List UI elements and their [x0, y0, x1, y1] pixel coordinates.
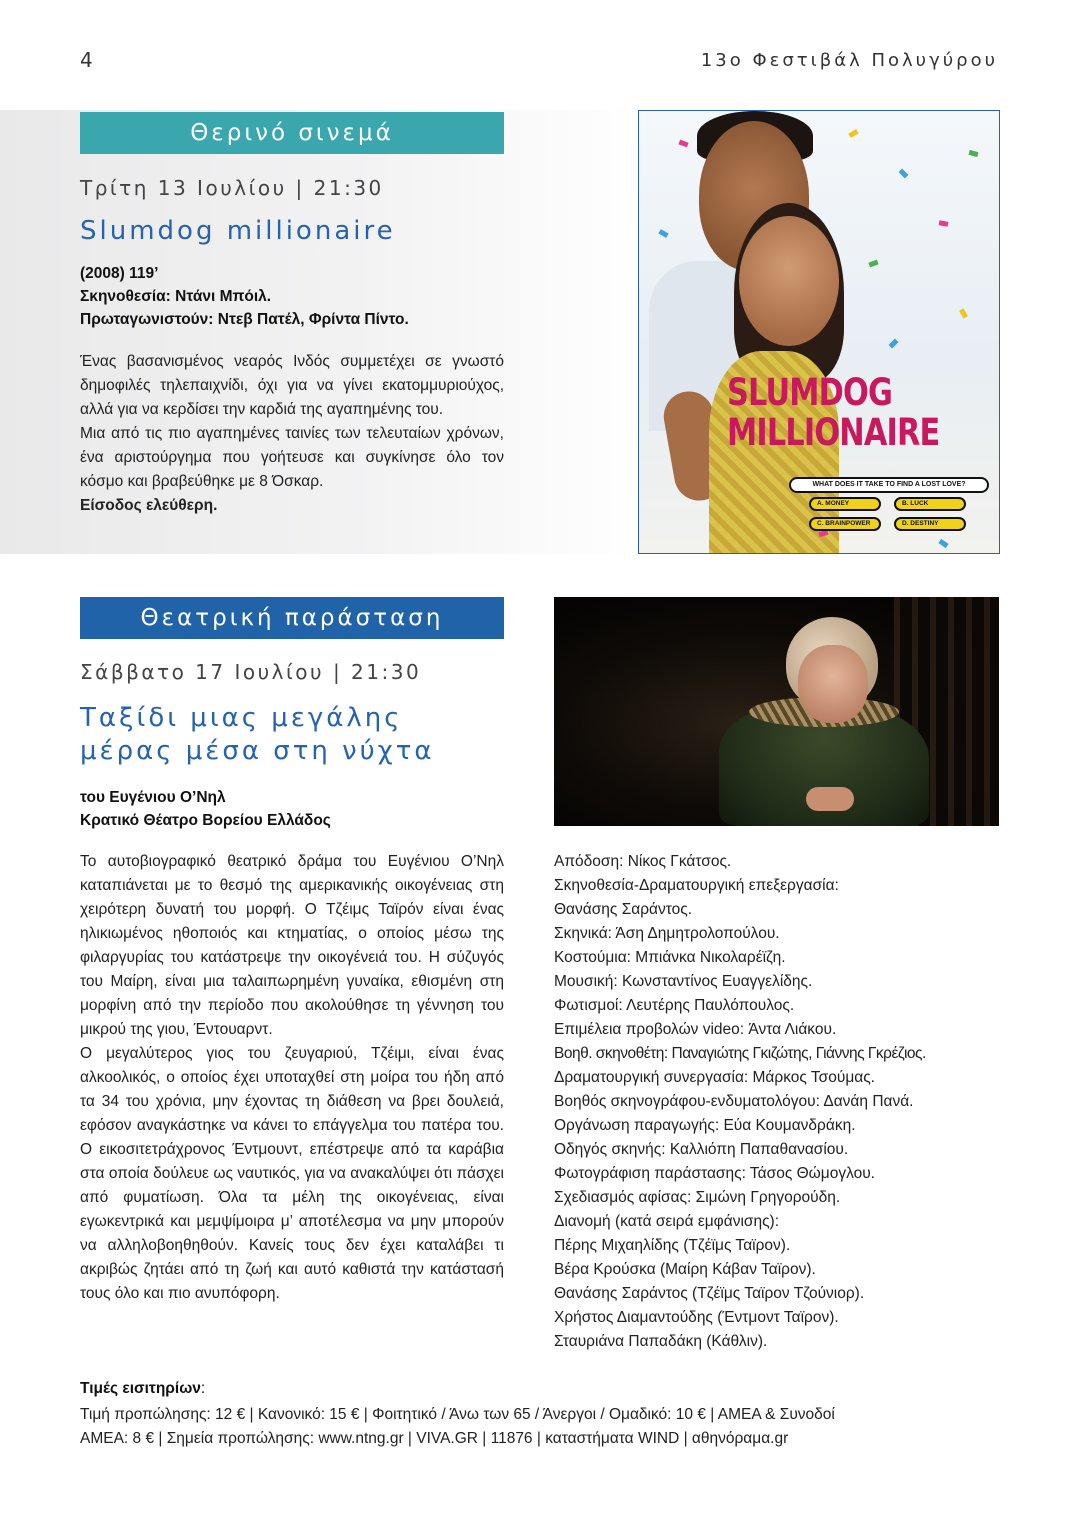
- confetti: [899, 169, 909, 179]
- title-line: Ταξίδι μιας μεγάλης: [80, 703, 403, 733]
- tickets-heading-colon: :: [200, 1380, 206, 1397]
- poster-answer: C. BRAINPOWER: [809, 517, 881, 531]
- staff-line: Θανάσης Σαράντος.: [554, 901, 693, 918]
- poster-title-line: MILLIONAIRE: [727, 411, 940, 454]
- staff-line: Σταυριάνα Παπαδάκη (Κάθλιν).: [554, 1333, 768, 1350]
- paragraph: Ένας βασανισμένος νεαρός Ινδός συμμετέχει σε γνωστό δημοφιλές τηλεπαιχνίδι, όχι για να γίνει εκατομμυριούχος, αλλά για να κερδίσει την καρδιά της αγαπημένης του.: [80, 353, 504, 418]
- credit-line: Πρωταγωνιστούν: Ντεβ Πατέλ, Φρίντα Πίντο.: [80, 311, 409, 328]
- poster-question: WHAT DOES IT TAKE TO FIND A LOST LOVE?: [789, 477, 989, 493]
- staff-line: Φωτογράφιση παράστασης: Τάσος Θώμογλου.: [554, 1165, 875, 1182]
- staff-line: Δραματουργική συνεργασία: Μάρκος Τσούμας.: [554, 1069, 875, 1086]
- staff-line: Θανάσης Σαράντος (Τζέϊμς Ταϊρον Τζούνιορ).: [554, 1285, 865, 1302]
- paragraph: Μια από τις πιο αγαπημένες ταινίες των τελευταίων χρόνων, ένα αριστούργημα που γοήτευσε και συγκίνησε όλο τον κόσμο και βραβεύθηκε με 8 Όσκαρ.: [80, 425, 504, 490]
- staff-line: Χρήστος Διαμαντούδης (Έντμοντ Ταϊρον).: [554, 1309, 839, 1326]
- paragraph: Ο μεγαλύτερος γιος του ζευγαριού, Τζέιμι, είναι ένας αλκοολικός, ο οποίος έχει υποταχθεί στη μοίρα του ήδη από τα 34 του χρόνια, μην έχοντας τη διάθεση να βρει δουλειά, εφόσον αναγκάστηκε να κάνει το επάγγελμα του πατέρα του. Ο εικοσιτετράχρονος Έντμουντ, επέστρεψε από τα καράβια στα οποία δούλευε ως ναυτικός, για να ανακαλύψει ότι πάσχει από φυματίωση. Όλα τα μέλη της οικογένειας, είναι εγωκεντρικά και μεμψίμοιρα μ’ αποτέλεσμα να μην μπορούν να αλληλοβοηθηθούν. Κανείς τους δεν έχει καταλάβει τι ακριβώς ζητάει από τη ζωή και αυτό καθιστά την κατάστασή τους όλο και πιο ανυπόφορη.: [80, 1045, 504, 1302]
- entry-note: Είσοδος ελεύθερη.: [80, 497, 218, 514]
- cinema-description: [80, 350, 504, 518]
- publication-title: 13ο Φεστιβάλ Πολυγύρου: [700, 50, 998, 71]
- staff-line: Μουσική: Κωνσταντίνος Ευαγγελίδης.: [554, 973, 813, 990]
- credit-line: (2008) 119’: [80, 265, 159, 282]
- confetti: [848, 129, 858, 138]
- paragraph: Το αυτοβιογραφικό θεατρικό δράμα του Ευγένιου Ο’Νηλ καταπιάνεται με το θεσμό της αμερικανικής οικογένειας στη χειρότερη δυνατή του μορφή. Ο Τζέιμς Ταϊρόν είναι ένας ηλικιωμένος ηθοποιός και κτηματίας, ο οποίος μέσω της φιλαργυρίας του κατάστρεψε την οικογένειά του. Η σύζυγός του Μαίρη, είναι μια ταλαιπωρημένη γυναίκα, εθισμένη στη μορφίνη από την περίοδο που ακολούθησε τη γέννηση του μικρού της γιου, Έντουαρντ.: [80, 853, 504, 1038]
- theatre-date: Σάββατο 17 Ιουλίου | 21:30: [80, 660, 422, 684]
- page-number: 4: [80, 48, 93, 72]
- theatre-play-title: [80, 702, 435, 768]
- cinema-film-title: Slumdog millionaire: [80, 216, 396, 246]
- staff-line: Οργάνωση παραγωγής: Εύα Κουμανδράκη.: [554, 1117, 856, 1134]
- stage-photo: [554, 597, 999, 826]
- staff-line: Βέρα Κρούσκα (Μαίρη Κάβαν Ταϊρον).: [554, 1261, 816, 1278]
- staff-line: Επιμέλεια προβολών video: Άντα Λιάκου.: [554, 1021, 837, 1038]
- poster-title-line: SLUMDOG: [727, 371, 893, 414]
- staff-line: Βοηθός σκηνογράφου-ενδυματολόγου: Δανάη Πανά.: [554, 1093, 914, 1110]
- credit-line: του Ευγένιου Ο’Νηλ: [80, 789, 226, 806]
- staff-line: Σκηνικά: Άση Δημητρολοπούλου.: [554, 925, 780, 942]
- confetti: [938, 539, 948, 548]
- poster-figure: [739, 216, 839, 346]
- tickets-heading-text: Τιμές εισιτηρίων: [80, 1380, 201, 1397]
- cinema-credits: [80, 262, 409, 331]
- staff-line: Βοηθ. σκηνοθέτη: Παναγιώτης Γκιζώτης, Γιάννης Γκρέζιος.: [554, 1045, 926, 1062]
- confetti: [868, 260, 878, 268]
- production-staff-list: [554, 850, 1004, 1354]
- tickets-heading: [80, 1380, 205, 1398]
- staff-line: Διανομή (κατά σειρά εμφάνισης):: [554, 1213, 780, 1230]
- staff-line: Οδηγός σκηνής: Καλλιόπη Παπαθανασίου.: [554, 1141, 849, 1158]
- poster-answer: B. LUCK: [894, 497, 966, 511]
- ticket-line: ΑΜΕΑ: 8 € | Σημεία προπώλησης: www.ntng.gr | VIVA.GR | 11876 | καταστήματα WIND | αθηνόραμα.gr: [80, 1430, 789, 1447]
- theatre-description: [80, 850, 504, 1306]
- confetti: [939, 220, 949, 226]
- confetti: [678, 140, 688, 148]
- movie-poster: [638, 110, 1000, 554]
- confetti: [658, 229, 668, 238]
- photo-figure: [798, 645, 868, 723]
- cinema-date: Τρίτη 13 Ιουλίου | 21:30: [80, 176, 384, 200]
- confetti: [889, 339, 899, 349]
- staff-line: Σχεδιασμός αφίσας: Σιμώνη Γρηγορούδη.: [554, 1189, 841, 1206]
- confetti: [969, 150, 979, 157]
- ticket-line: Τιμή προπώλησης: 12 € | Κανονικό: 15 € | Φοιτητικό / Άνω των 65 / Άνεργοι / Ομαδικό: 10 € | ΑΜΕΑ & Συνοδοί: [80, 1406, 835, 1423]
- poster-title: [727, 373, 939, 453]
- credit-line: Σκηνοθεσία: Ντάνι Μπόιλ.: [80, 288, 272, 305]
- photo-figure: [806, 787, 854, 811]
- cinema-section-label: Θερινό σινεμά: [80, 112, 504, 154]
- staff-line: Πέρης Μιχαηλίδης (Τζέϊμς Ταϊρον).: [554, 1237, 791, 1254]
- poster-answer: A. MONEY: [809, 497, 881, 511]
- staff-line: Σκηνοθεσία-Δραματουργική επεξεργασία:: [554, 877, 839, 894]
- staff-line: Κοστούμια: Μπιάνκα Νικολαρέϊζη.: [554, 949, 786, 966]
- confetti: [959, 308, 968, 318]
- title-line: μέρας μέσα στη νύχτα: [80, 736, 435, 766]
- theatre-credits: [80, 786, 331, 832]
- staff-line: Απόδοση: Νίκος Γκάτσος.: [554, 853, 732, 870]
- ticket-prices: [80, 1403, 1000, 1451]
- staff-line: Φωτισμοί: Λευτέρης Παυλόπουλος.: [554, 997, 795, 1014]
- credit-line: Κρατικό Θέατρο Βορείου Ελλάδος: [80, 812, 331, 829]
- poster-answer: D. DESTINY: [894, 517, 966, 531]
- theatre-section-label: Θεατρική παράσταση: [80, 597, 504, 639]
